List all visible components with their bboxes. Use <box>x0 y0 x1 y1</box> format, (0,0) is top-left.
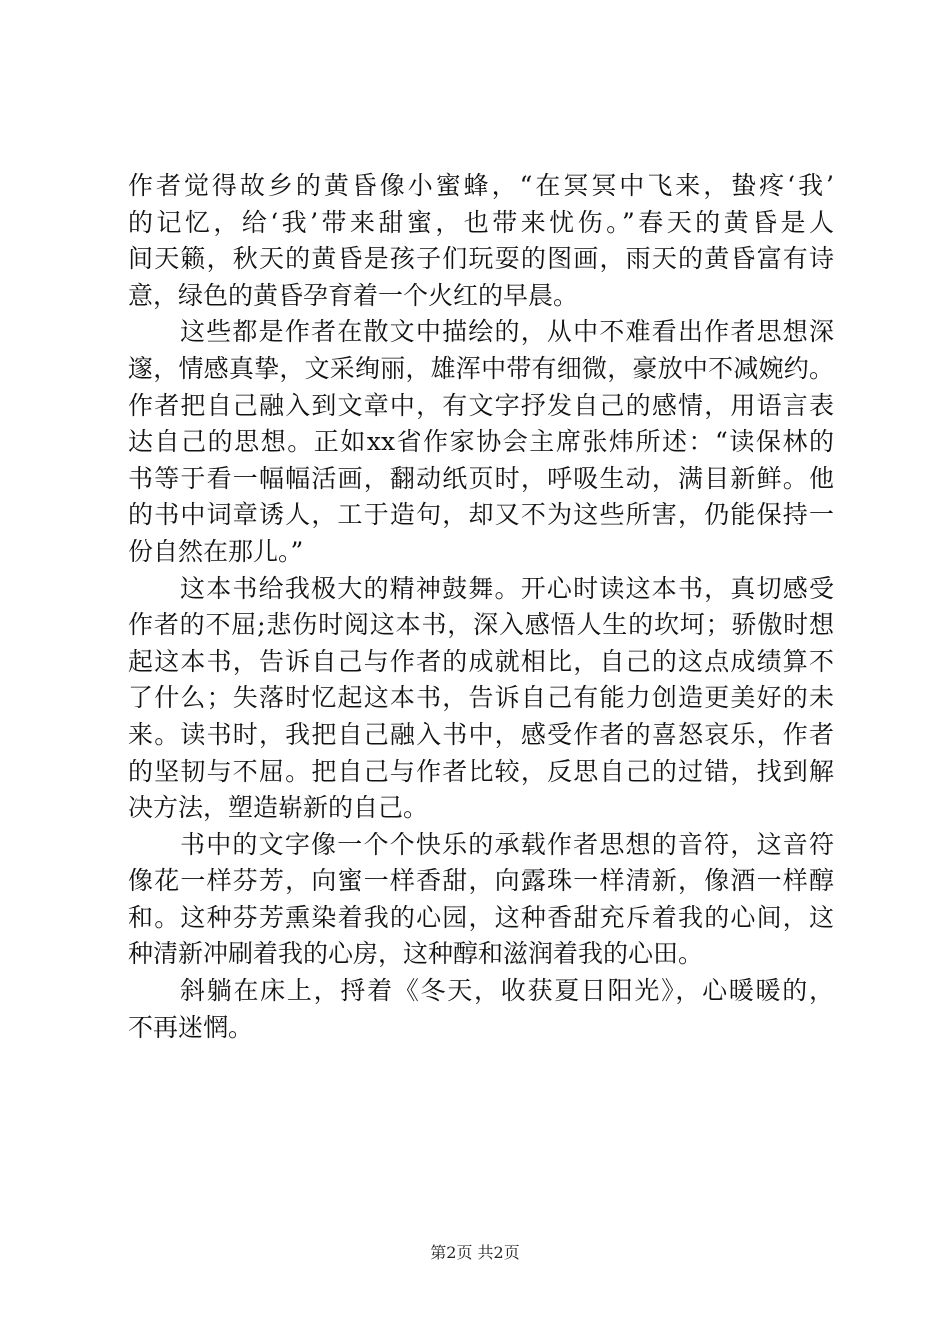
text-line: 书中的文字像一个个快乐的承载作者思想的音符，这音符 <box>180 829 834 859</box>
text-line: 这本书给我极大的精神鼓舞。开心时读这本书，真切感受 <box>180 573 834 603</box>
text-line: 和。这种芬芳熏染着我的心园，这种香甜充斥着我的心间，这 <box>128 902 834 932</box>
text-line: 达自己的思想。正如xx省作家协会主席张炜所述：“读保林的 <box>128 427 834 457</box>
text-line: 来。读书时，我把自己融入书中，感受作者的喜怒哀乐，作者 <box>128 719 834 749</box>
text-line: 意，绿色的黄昏孕育着一个火红的早晨。 <box>128 280 579 310</box>
text-line: 这些都是作者在散文中描绘的，从中不难看出作者思想深 <box>180 317 834 347</box>
text-line: 书等于看一幅幅活画，翻动纸页时，呼吸生动，满目新鲜。他 <box>128 463 834 493</box>
text-line: 的坚韧与不屈。把自己与作者比较，反思自己的过错，找到解 <box>128 756 834 786</box>
document-body <box>128 168 834 1046</box>
text-line: 了什么；失落时忆起这本书，告诉自己有能力创造更美好的未 <box>128 683 834 713</box>
text-line: 作者觉得故乡的黄昏像小蜜蜂，“在冥冥中飞来，蛰疼‘我’ <box>128 171 834 200</box>
text-line: 像花一样芬芳，向蜜一样香甜，向露珠一样清新，像酒一样醇 <box>128 866 834 896</box>
text-line: 作者的不屈;悲伤时阅这本书，深入感悟人生的坎坷；骄傲时想 <box>128 610 834 640</box>
text-line: 斜躺在床上，捋着《冬天，收获夏日阳光》，心暖暖的， <box>180 976 834 1006</box>
text-line: 份自然在那儿。” <box>128 536 304 566</box>
page-footer <box>0 1240 950 1263</box>
text-line: 邃，情感真挚，文采绚丽，雄浑中带有细微，豪放中不减婉约。 <box>128 353 834 383</box>
text-line: 作者把自己融入到文章中，有文字抒发自己的感情，用语言表 <box>128 390 834 420</box>
text-line: 决方法，塑造崭新的自己。 <box>128 793 429 823</box>
page-number-label: 第2页 共2页 <box>430 1243 520 1262</box>
text-line: 种清新冲刷着我的心房，这种醇和滋润着我的心田。 <box>128 939 704 969</box>
text-line: 起这本书，告诉自己与作者的成就相比，自己的这点成绩算不 <box>128 646 834 676</box>
text-line: 间天籁，秋天的黄昏是孩子们玩耍的图画，雨天的黄昏富有诗 <box>128 244 834 274</box>
text-line: 不再迷惘。 <box>128 1012 254 1042</box>
text-line: 的记忆，给‘我’带来甜蜜，也带来忧伤。”春天的黄昏是人 <box>128 207 834 237</box>
text-line: 的书中词章诱人，工于造句，却又不为这些所害，仍能保持一 <box>128 500 834 530</box>
